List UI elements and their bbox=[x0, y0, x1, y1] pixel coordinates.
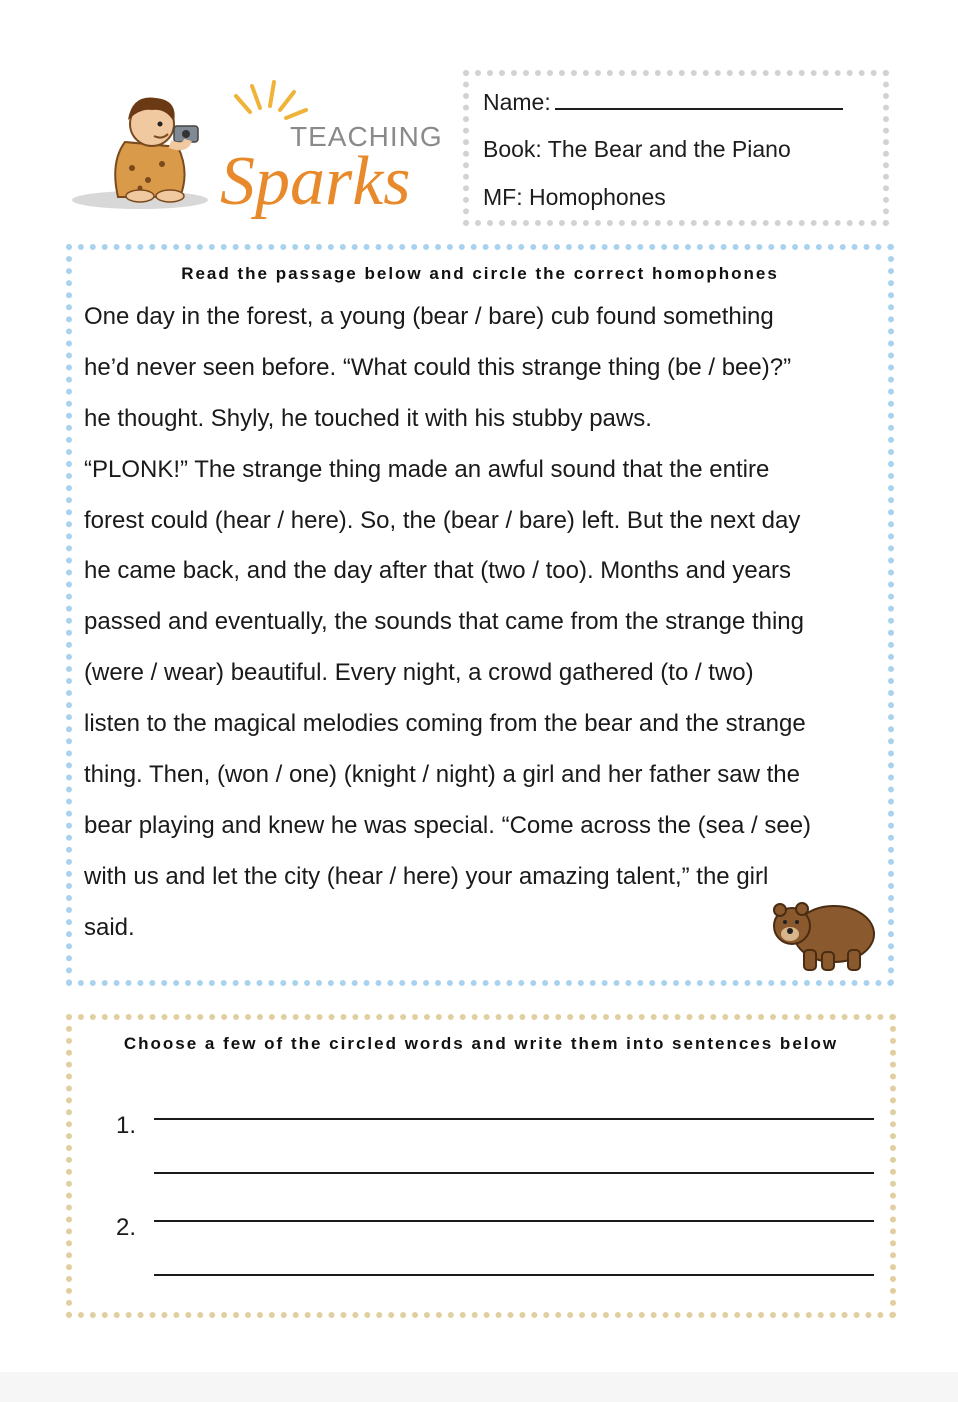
passage-line: One day in the forest, a young (bear / bare) cub found something bbox=[84, 303, 774, 330]
passage-line: forest could (hear / here). So, the (bear / bare) left. But the next day bbox=[84, 506, 801, 534]
write-line[interactable] bbox=[154, 1274, 874, 1276]
passage-instruction: Read the passage below and circle the correct homophones bbox=[181, 264, 779, 283]
passage-line: (were / wear) beautiful. Every night, a crowd gathered (to / two) bbox=[84, 659, 754, 687]
logo-word-bottom: Sparks bbox=[220, 143, 411, 220]
write-line[interactable] bbox=[154, 1220, 874, 1222]
name-row bbox=[483, 88, 843, 116]
passage-line: with us and let the city (hear / here) your amazing talent,” the girl bbox=[84, 862, 769, 890]
write-line[interactable] bbox=[154, 1118, 874, 1120]
page-bottom-margin bbox=[0, 1372, 958, 1402]
passage-line: “PLONK!” The strange thing made an awful sound that the entire bbox=[84, 455, 770, 483]
passage-box bbox=[66, 244, 894, 986]
caveboy-illustration bbox=[115, 97, 198, 202]
logo-word-top: TEACHING bbox=[290, 121, 443, 152]
passage-line: listen to the magical melodies coming from the bear and the strange bbox=[84, 710, 806, 738]
sentence-number: 1. bbox=[116, 1112, 137, 1139]
passage-line: said. bbox=[84, 913, 135, 941]
passage-line: passed and eventually, the sounds that came from the strange thing bbox=[84, 608, 804, 636]
write-line[interactable] bbox=[154, 1172, 874, 1174]
teaching-sparks-logo bbox=[70, 72, 450, 222]
sentence-number: 2. bbox=[116, 1214, 137, 1241]
sentence-instruction: Choose a few of the circled words and write them into sentences below bbox=[123, 1034, 839, 1053]
name-label: Name: bbox=[483, 89, 551, 115]
name-write-line[interactable] bbox=[555, 88, 843, 110]
book-title: Book: The Bear and the Piano bbox=[483, 136, 791, 162]
passage-line: bear playing and knew he was special. “Come across the (sea / see) bbox=[84, 811, 812, 839]
spark-rays-icon bbox=[236, 82, 306, 118]
passage-line: he came back, and the day after that (two / too). Months and years bbox=[84, 557, 792, 585]
sentence-writing-box bbox=[66, 1014, 896, 1318]
passage-text bbox=[84, 292, 874, 954]
passage-line: he thought. Shyly, he touched it with his stubby paws. bbox=[84, 404, 652, 432]
bear-icon bbox=[768, 894, 878, 974]
passage-line: thing. Then, (won / one) (knight / night) a girl and her father saw the bbox=[84, 761, 800, 789]
mf-topic: MF: Homophones bbox=[483, 184, 666, 210]
passage-line: he’d never seen before. “What could this strange thing (be / bee)?” bbox=[84, 353, 792, 381]
student-info-box bbox=[463, 70, 889, 226]
